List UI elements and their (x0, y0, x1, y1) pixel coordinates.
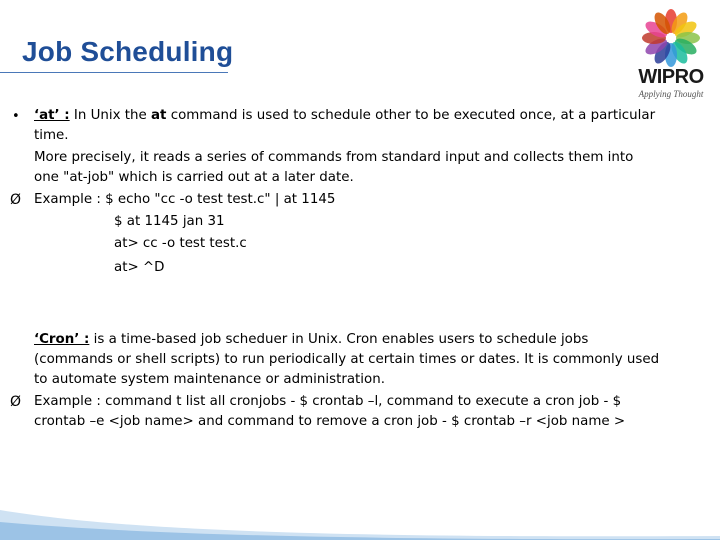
at-line-1: ‘at’ : In Unix the at command is used to schedule other to be executed once, at a particular (34, 108, 656, 123)
cron-line-3: to automate system maintenance or administration. (34, 372, 385, 387)
bullet-icon: • (12, 109, 20, 124)
cron-line-2: (commands or shell scripts) to run periodically at certain times or dates. It is commonly used (34, 352, 660, 367)
at-line-4: one "at-job" which is carried out at a later date. (34, 170, 354, 185)
at-example: Example : $ echo "cc -o test test.c" | at 1145 (34, 192, 336, 207)
title-underline (0, 72, 228, 73)
at-example-line: at> ^D (114, 260, 165, 275)
cron-line-1: ‘Cron’ : is a time-based job scheduer in Unix. Cron enables users to schedule jobs (34, 332, 589, 347)
cron-example-1: Example : command t list all cronjobs - $ crontab –l, command to execute a cron job - $ (34, 394, 622, 409)
arrow-bullet-icon: Ø (10, 394, 22, 410)
arrow-bullet-icon: Ø (10, 192, 22, 208)
at-command: at (151, 108, 167, 123)
logo-tagline: Applying Thought (638, 89, 704, 99)
cron-example-2: crontab –e <job name> and command to remove a cron job - $ crontab –r <job name > (34, 414, 626, 429)
at-line-2: time. (34, 128, 69, 143)
cron-term: ‘Cron’ : (34, 332, 90, 347)
wipro-logo (628, 6, 714, 102)
bottom-swoosh (0, 500, 720, 540)
at-term: ‘at’ : (34, 108, 70, 123)
at-line-3: More precisely, it reads a series of commands from standard input and collects them into (34, 150, 634, 165)
slide-title: Job Scheduling (22, 36, 234, 67)
logo-brand: WIPRO (638, 66, 704, 88)
flower-icon (628, 6, 714, 68)
at-example-line: at> cc -o test test.c (114, 236, 247, 251)
at-example-line: $ at 1145 jan 31 (114, 214, 225, 229)
